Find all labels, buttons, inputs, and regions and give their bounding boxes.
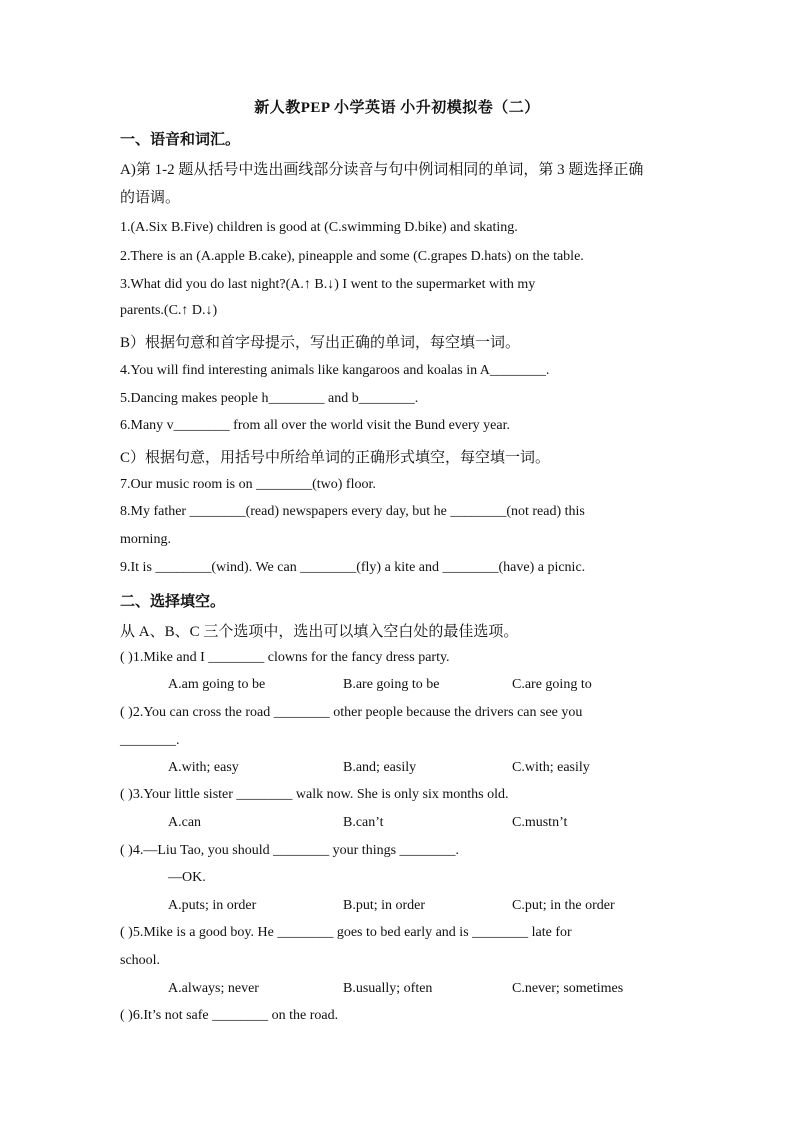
question-3-line1: 3.What did you do last night?(A.↑ B.↓) I went to the supermarket with my bbox=[120, 277, 536, 292]
mcq-3-option-c: C.mustn’t bbox=[512, 815, 568, 830]
question-6: 6.Many v________ from all over the world visit the Bund every year. bbox=[120, 418, 510, 433]
section1-heading: 一、语音和词汇。 bbox=[120, 132, 241, 148]
mcq-1-stem: ( )1.Mike and I ________ clowns for the fancy dress party. bbox=[120, 650, 450, 665]
question-8-line2: morning. bbox=[120, 532, 171, 547]
mcq-5-option-c: C.never; sometimes bbox=[512, 981, 624, 996]
partC-instruction: C）根据句意，用括号中所给单词的正确形式填空，每空填一词。 bbox=[120, 450, 551, 466]
section2-instruction: 从 A、B、C 三个选项中，选出可以填入空白处的最佳选项。 bbox=[120, 624, 519, 640]
question-8-line1: 8.My father ________(read) newspapers every day, but he ________(not read) this bbox=[120, 504, 585, 519]
question-7: 7.Our music room is on ________(two) floor. bbox=[120, 477, 376, 492]
mcq-1-option-c: C.are going to bbox=[512, 677, 592, 692]
question-4: 4.You will find interesting animals like kangaroos and koalas in A________. bbox=[120, 363, 550, 378]
mcq-5-option-b: B.usually; often bbox=[343, 981, 433, 996]
mcq-1-option-b: B.are going to be bbox=[343, 677, 440, 692]
question-5: 5.Dancing makes people h________ and b________. bbox=[120, 391, 419, 406]
partA-instruction-line1: A)第 1-2 题从括号中选出画线部分读音与句中例词相同的单词，第 3 题选择正确 bbox=[120, 162, 644, 178]
mcq-6-stem: ( )6.It’s not safe ________ on the road. bbox=[120, 1008, 339, 1023]
page-title: 新人教PEP 小学英语 小升初模拟卷（二） bbox=[254, 100, 540, 116]
mcq-5-stem-line2: school. bbox=[120, 953, 161, 968]
mcq-2-option-c: C.with; easily bbox=[512, 760, 590, 775]
mcq-3-option-a: A.can bbox=[168, 815, 202, 830]
question-9: 9.It is ________(wind). We can ________(fly) a kite and ________(have) a picnic. bbox=[120, 560, 586, 575]
partB-instruction: B）根据句意和首字母提示，写出正确的单词，每空填一词。 bbox=[120, 335, 521, 351]
partA-instruction-line2: 的语调。 bbox=[120, 190, 181, 206]
mcq-4-option-b: B.put; in order bbox=[343, 898, 426, 913]
mcq-2-option-b: B.and; easily bbox=[343, 760, 417, 775]
mcq-1-option-a: A.am going to be bbox=[168, 677, 266, 692]
mcq-5-stem: ( )5.Mike is a good boy. He ________ goes to bed early and is ________ late for bbox=[120, 925, 572, 940]
mcq-5-option-a: A.always; never bbox=[168, 981, 259, 996]
mcq-4-reply: —OK. bbox=[168, 870, 206, 885]
question-3-line2: parents.(C.↑ D.↓) bbox=[120, 303, 218, 318]
mcq-2-option-a: A.with; easy bbox=[168, 760, 239, 775]
section2-heading: 二、选择填空。 bbox=[120, 594, 226, 610]
mcq-4-option-a: A.puts; in order bbox=[168, 898, 257, 913]
mcq-3-option-b: B.can’t bbox=[343, 815, 384, 830]
question-2: 2.There is an (A.apple B.cake), pineapple and some (C.grapes D.hats) on the table. bbox=[120, 249, 584, 264]
mcq-2-stem-line2: ________. bbox=[120, 733, 180, 748]
mcq-4-stem: ( )4.—Liu Tao, you should ________ your things ________. bbox=[120, 843, 460, 858]
mcq-4-option-c: C.put; in the order bbox=[512, 898, 615, 913]
question-1: 1.(A.Six B.Five) children is good at (C.swimming D.bike) and skating. bbox=[120, 220, 518, 235]
mcq-2-stem: ( )2.You can cross the road ________ other people because the drivers can see you bbox=[120, 705, 583, 720]
mcq-3-stem: ( )3.Your little sister ________ walk now. She is only six months old. bbox=[120, 787, 509, 802]
